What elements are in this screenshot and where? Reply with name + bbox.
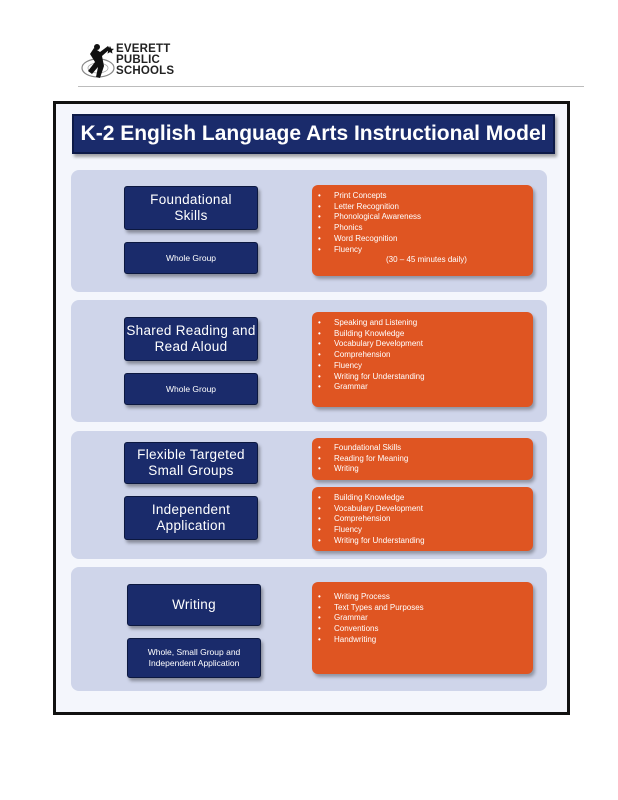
list-item: • Conventions: [312, 624, 533, 635]
list-item: • Text Types and Purposes: [312, 603, 533, 614]
label-flexible-small-groups: Flexible Targeted Small Groups: [124, 442, 258, 484]
list-writing: [312, 582, 533, 674]
header-divider: [78, 86, 584, 87]
list-item: • Letter Recognition: [312, 202, 533, 213]
list-item: • Foundational Skills: [312, 443, 533, 454]
list-item: • Writing for Understanding: [312, 536, 533, 547]
list-independent-application: [312, 487, 533, 551]
label-foundational-skills: Foundational Skills: [124, 186, 258, 230]
list-item: • Fluency: [312, 361, 533, 372]
list-item: • Phonological Awareness: [312, 212, 533, 223]
logo-line: SCHOOLS: [116, 65, 175, 77]
label-independent-application: Independent Application: [124, 496, 258, 540]
list-item: • Fluency: [312, 525, 533, 536]
time-note: (30 – 45 minutes daily): [386, 255, 467, 265]
list-item: • Building Knowledge: [312, 329, 533, 340]
list-item: • Phonics: [312, 223, 533, 234]
list-item: • Word Recognition: [312, 234, 533, 245]
list-item: • Grammar: [312, 613, 533, 624]
label-whole-group: Whole Group: [124, 242, 258, 274]
list-item: • Grammar: [312, 382, 533, 393]
list-item: • Comprehension: [312, 514, 533, 525]
list-item: • Building Knowledge: [312, 493, 533, 504]
list-item: • Writing Process: [312, 592, 533, 603]
list-item: • Handwriting: [312, 635, 533, 646]
label-shared-reading: Shared Reading and Read Aloud: [124, 317, 258, 361]
page-title: K-2 English Language Arts Instructional Model: [72, 114, 555, 154]
list-shared-reading: [312, 312, 533, 407]
label-writing: Writing: [127, 584, 261, 626]
list-item: • Comprehension: [312, 350, 533, 361]
logo-line: EVERETT: [116, 43, 171, 55]
list-small-groups: [312, 438, 533, 480]
list-item: • Reading for Meaning: [312, 454, 533, 465]
list-item: • Fluency: [312, 245, 533, 256]
list-item: • Vocabulary Development: [312, 504, 533, 515]
logo-line: PUBLIC: [116, 54, 161, 66]
list-item: • Speaking and Listening: [312, 318, 533, 329]
label-whole-group: Whole Group: [124, 373, 258, 405]
list-item: • Writing for Understanding: [312, 372, 533, 383]
list-item: • Print Concepts: [312, 191, 533, 202]
logo-wordmark: [116, 44, 174, 77]
list-item: • Vocabulary Development: [312, 339, 533, 350]
label-whole-small-independent: Whole, Small Group and Independent Application: [127, 638, 261, 678]
list-foundational: [312, 185, 533, 276]
list-item: • Writing: [312, 464, 533, 475]
